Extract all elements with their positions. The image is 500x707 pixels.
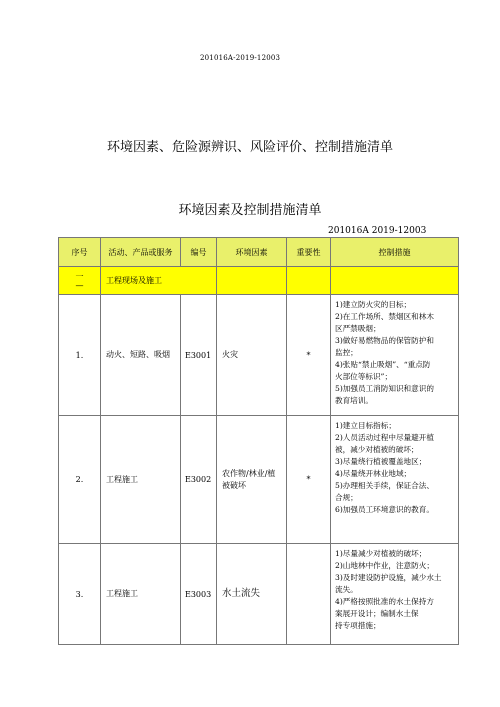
row-number: 3.: [59, 544, 101, 645]
measure-line: 被，减少对植被的破坏；: [335, 445, 419, 454]
row-activity: 工程施工: [101, 544, 181, 645]
measure-line: 3)及时建设防护设施，减少水土: [335, 573, 442, 582]
document-code-top: 201016A-2019-12003: [200, 54, 281, 62]
measure-line: 2)人员活动过程中尽量避开植: [335, 433, 434, 442]
header-cell-code: 编号: [181, 238, 217, 267]
measure-line: 火部位等标识”；: [335, 372, 393, 381]
measure-line: 区严禁吸烟；: [335, 324, 381, 333]
header-cell-measures: 控制措施: [331, 238, 459, 267]
header-cell-activity: 活动、产品或服务: [101, 238, 181, 267]
row-number: 1.: [59, 295, 101, 416]
section-empty-cell: [331, 267, 459, 295]
main-title: 环境因素、危险源辨识、风险评价、控制措施清单: [106, 140, 393, 155]
row-factor: 火灾: [217, 295, 287, 416]
row-measures: [331, 544, 459, 645]
row-importance: *: [287, 295, 331, 416]
row-activity: 动火、短路、吸烟: [101, 295, 181, 416]
section-name: 工程现场及施工: [101, 267, 217, 295]
measure-line: 4)张贴“禁止吸烟”、“重点防: [335, 360, 431, 369]
measure-line: 教育培训。: [335, 396, 373, 405]
measure-line: 2)山地林中作业，注意防火；: [335, 561, 434, 570]
row-code: E3003: [181, 544, 217, 645]
header-cell-no: 序号: [59, 238, 101, 267]
measure-line: 4)尽量绕开林业地域；: [335, 469, 412, 478]
measure-line: 1)建立防火灾的目标；: [335, 300, 412, 309]
measure-line: 持专项措施；: [335, 621, 381, 630]
row-importance: [287, 544, 331, 645]
header-cell-importance: 重要性: [287, 238, 331, 267]
header-cell-factor: 环境因素: [217, 238, 287, 267]
measure-line: 流失。: [335, 585, 358, 594]
measure-line: 3)尽量绕行植被覆盖地区；: [335, 457, 427, 466]
table-row: [59, 544, 459, 645]
table-title: 环境因素及控制措施清单: [178, 203, 322, 218]
measure-line: 5)办理相关手续，保证合法、: [335, 481, 434, 490]
row-code: E3001: [181, 295, 217, 416]
section-number: 一 —: [59, 267, 101, 295]
document-code-right: 201016A 2019-12003: [328, 226, 427, 236]
row-factor: 农作物/林业/植被破坏: [217, 416, 287, 544]
measure-line: 4)严格按照批准的水土保持方: [335, 597, 434, 606]
row-factor: 水土流失: [217, 544, 287, 645]
control-measures-table: [58, 237, 459, 645]
section-empty-cell: [287, 267, 331, 295]
row-number: 2.: [59, 416, 101, 544]
row-measures: [331, 295, 459, 416]
table-row: [59, 416, 459, 544]
row-code: E3002: [181, 416, 217, 544]
measure-line: 1)建立目标指标；: [335, 421, 396, 430]
measure-line: 监控；: [335, 348, 358, 357]
row-activity: 工程施工: [101, 416, 181, 544]
row-measures: [331, 416, 459, 544]
measure-line: 3)做好易燃物品的保管防护和: [335, 336, 434, 345]
measure-line: 5)加强员工消防知识和意识的: [335, 384, 434, 393]
table-row: [59, 295, 459, 416]
measure-line: 1)尽量减少对植被的破坏；: [335, 549, 427, 558]
measure-line: 6)加强员工环境意识的教育。: [335, 505, 434, 514]
section-empty-cell: [217, 267, 287, 295]
row-importance: *: [287, 416, 331, 544]
measure-line: 2)在工作场所、禁烟区和林木: [335, 312, 434, 321]
section-row: [59, 267, 459, 295]
measure-line: 案展开设计；编制水土保: [335, 609, 419, 618]
measure-line: 合规；: [335, 493, 358, 502]
table-header-row: [59, 238, 459, 267]
